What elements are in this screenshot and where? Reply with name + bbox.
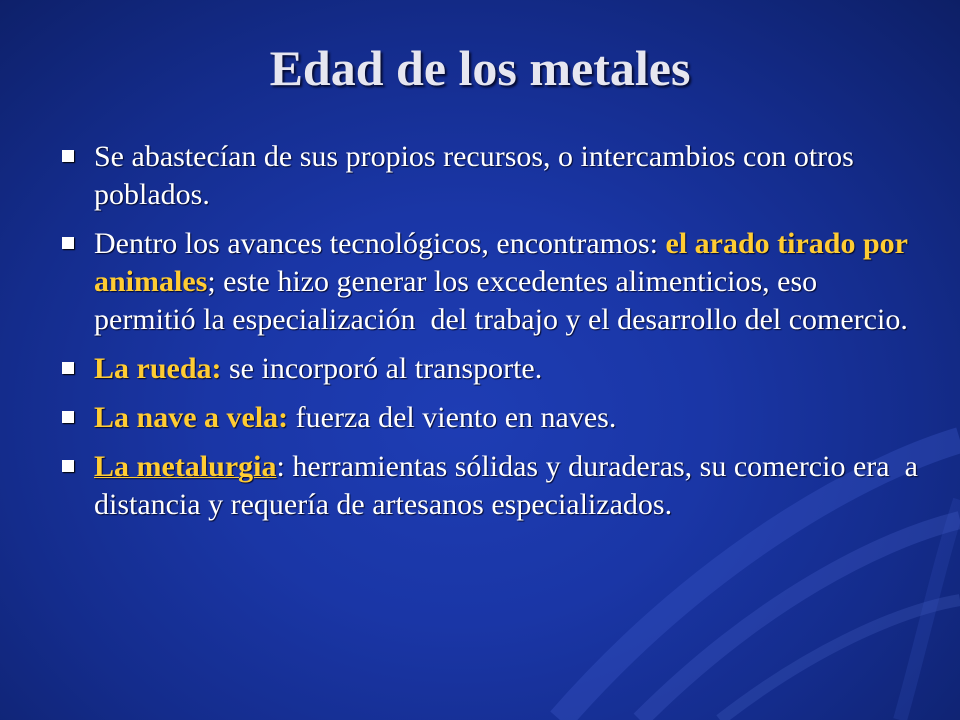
bullet-text-pre: Dentro los avances tecnológicos, encontramos: xyxy=(94,227,666,260)
bullet-item-rueda xyxy=(60,350,920,388)
square-bullet-icon xyxy=(62,150,74,162)
bullet-highlight: La nave a vela: xyxy=(94,401,289,434)
bullet-text xyxy=(94,450,925,521)
bullet-item-nave xyxy=(60,399,920,437)
bullet-highlight: el arado tirado por animales xyxy=(94,227,915,298)
bullet-text-post: se incorporó al transporte. xyxy=(221,352,543,385)
bullet-item-metalurgia xyxy=(60,448,926,524)
bullet-text xyxy=(94,401,616,434)
square-bullet-icon xyxy=(62,237,74,249)
bullet-list xyxy=(60,138,926,535)
bullet-highlight: La rueda: xyxy=(94,352,222,385)
bullet-highlight: La metalurgia xyxy=(94,450,277,483)
bullet-text-post: fuerza del viento en naves. xyxy=(288,401,617,434)
square-bullet-icon xyxy=(62,460,74,472)
square-bullet-icon xyxy=(62,411,74,423)
bullet-text xyxy=(94,227,915,336)
bullet-text: Se abastecían de sus propios recursos, o intercambios con otros poblados. xyxy=(94,140,862,211)
bullet-text-post: : herramientas sólidas y duraderas, su comercio era a distancia y requería de artesanos especializados. xyxy=(94,450,926,521)
bullet-item-recursos xyxy=(60,138,920,214)
bullet-item-avances xyxy=(60,225,920,339)
slide-title: Edad de los metales xyxy=(269,40,691,96)
bullet-text xyxy=(94,352,542,385)
bullet-text-post: ; este hizo generar los excedentes alimenticios, eso permitió la especialización del trabajo y el desarrollo del comercio. xyxy=(94,265,908,336)
square-bullet-icon xyxy=(62,362,74,374)
